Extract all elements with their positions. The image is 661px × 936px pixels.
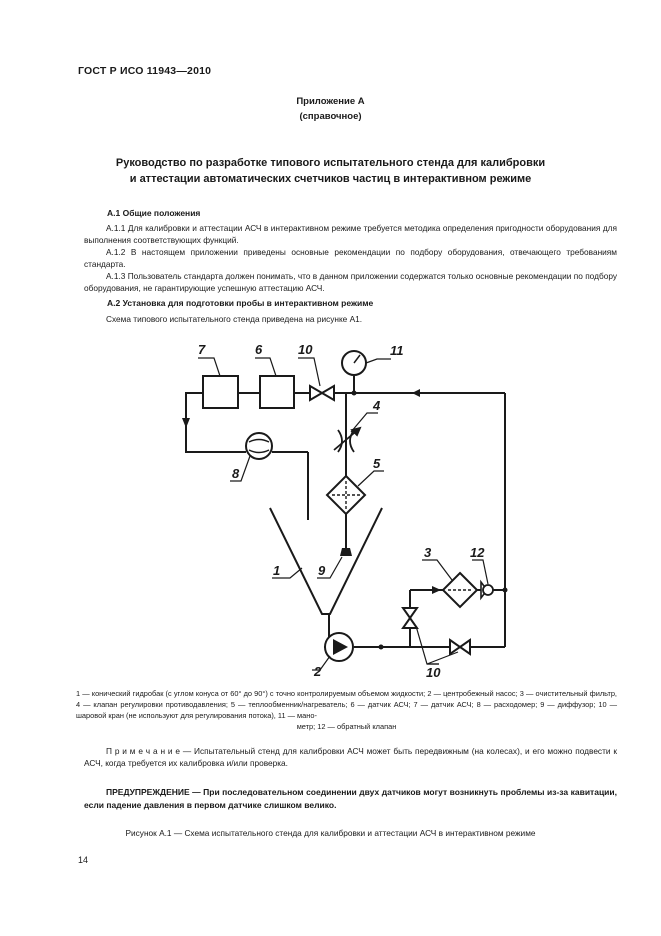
leader-7 <box>198 358 220 376</box>
leader-11 <box>366 359 391 363</box>
figure-legend-line2: метр; 12 — обратный клапан <box>296 722 397 731</box>
diffuser-icon <box>340 548 352 556</box>
warning-block <box>84 786 617 812</box>
label-3: 3 <box>424 545 432 560</box>
figure-legend-line1: 1 — конический гидробак (с углом конуса от 60° до 90°) с точно контролируемым объемом жидкости; 2 — центробежный насос; 3 — очистительный фильтр, 4 — клапан регулировки противодавления; 5 — теплообменник/нагреватель; 6 — датчик АСЧ; 7 — датчик АСЧ; 8 — расходомер; 9 — диффузор; 10 — шаровой кран (не используют для регулирования потока), 11 — мано- <box>76 689 617 720</box>
ball-valve-lower-icon <box>450 640 470 654</box>
label-1: 1 <box>273 563 281 578</box>
label-9: 9 <box>318 563 326 578</box>
ball-valve-upper-icon <box>310 386 334 400</box>
document-title-line2: и аттестации автоматических счетчиков частиц в интерактивном режиме <box>129 173 532 185</box>
paragraph-a1-1: А.1.1 Для калибровки и аттестации АСЧ в интерактивном режиме требуется методика определения пригодности оборудования для выполнения соответствующих функций. <box>84 223 617 245</box>
figure-caption: Рисунок А.1 — Схема испытательного стенда для калибровки и аттестации АСЧ в интерактивном режиме <box>125 828 536 838</box>
purification-filter-icon <box>443 573 477 607</box>
label-12: 12 <box>470 545 485 560</box>
tank-cone <box>270 508 382 614</box>
label-8: 8 <box>232 466 240 481</box>
label-11: 11 <box>390 343 404 358</box>
flowmeter-icon <box>246 433 272 459</box>
paragraph-a1-3: А.1.3 Пользователь стандарта должен понимать, что в данном приложении содержатся только основные рекомендации по подбору оборудования, не гарантирующие успешную аттестацию АСЧ. <box>84 271 617 293</box>
check-valve-icon <box>481 582 493 598</box>
leader-12 <box>472 560 488 584</box>
leader-3 <box>422 560 452 580</box>
appendix-title: Приложение А <box>296 96 365 107</box>
page-number: 14 <box>78 855 89 865</box>
leader-10-upper <box>298 358 320 386</box>
warning-text: ПРЕДУПРЕЖДЕНИЕ — При последовательном соединении двух датчиков могут возникнуть проблемы из-за кавитации, если падение давления в первом датчике слишком велико. <box>84 787 617 810</box>
label-10-upper: 10 <box>298 342 313 357</box>
sensor-7-box <box>203 376 238 408</box>
junction-dot-right <box>503 588 508 593</box>
label-7: 7 <box>198 342 206 357</box>
figure-note <box>84 745 617 769</box>
sensor-6-box <box>260 376 294 408</box>
junction-dot <box>352 391 357 396</box>
label-10-lower: 10 <box>426 665 441 680</box>
label-6: 6 <box>255 342 263 357</box>
appendix-type: (справочное) <box>299 111 362 122</box>
manometer-icon <box>342 351 366 375</box>
ball-valve-vertical-icon <box>403 608 417 628</box>
leader-10-lower-b <box>427 652 458 664</box>
leader-10-lower <box>416 626 439 664</box>
flow-arrow-down-icon <box>182 418 190 428</box>
flow-arrow-right-icon <box>432 586 441 594</box>
heat-exchanger-icon <box>327 476 365 514</box>
note-text: П р и м е ч а н и е — Испытательный стенд для калибровки АСЧ может быть передвижным (на колесах), и его можно подвести к АСЧ, когда требуется их калибровка и/или проверка. <box>84 746 617 768</box>
leader-6 <box>255 358 276 376</box>
paragraph-a2-1: Схема типового испытательного стенда приведена на рисунке А1. <box>106 314 363 324</box>
junction-dot-lower <box>379 645 384 650</box>
document-standard-header: ГОСТ Р ИСО 11943—2010 <box>78 65 212 77</box>
section-a2-heading: А.2 Установка для подготовки пробы в интерактивном режиме <box>107 298 374 308</box>
document-title-line1: Руководство по разработке типового испытательного стенда для калибровки <box>115 157 546 169</box>
label-5: 5 <box>373 456 381 471</box>
figure-legend <box>76 688 617 732</box>
section-a1-heading: А.1 Общие положения <box>107 208 201 218</box>
leader-5 <box>358 471 384 486</box>
label-4: 4 <box>373 398 381 413</box>
flow-arrow-left-icon <box>412 389 420 397</box>
paragraph-a1-2: А.1.2 В настоящем приложении приведены основные рекомендации по подбору оборудования, отвечающего требованиям стандарта. <box>84 247 617 269</box>
label-2: 2 <box>314 664 322 679</box>
